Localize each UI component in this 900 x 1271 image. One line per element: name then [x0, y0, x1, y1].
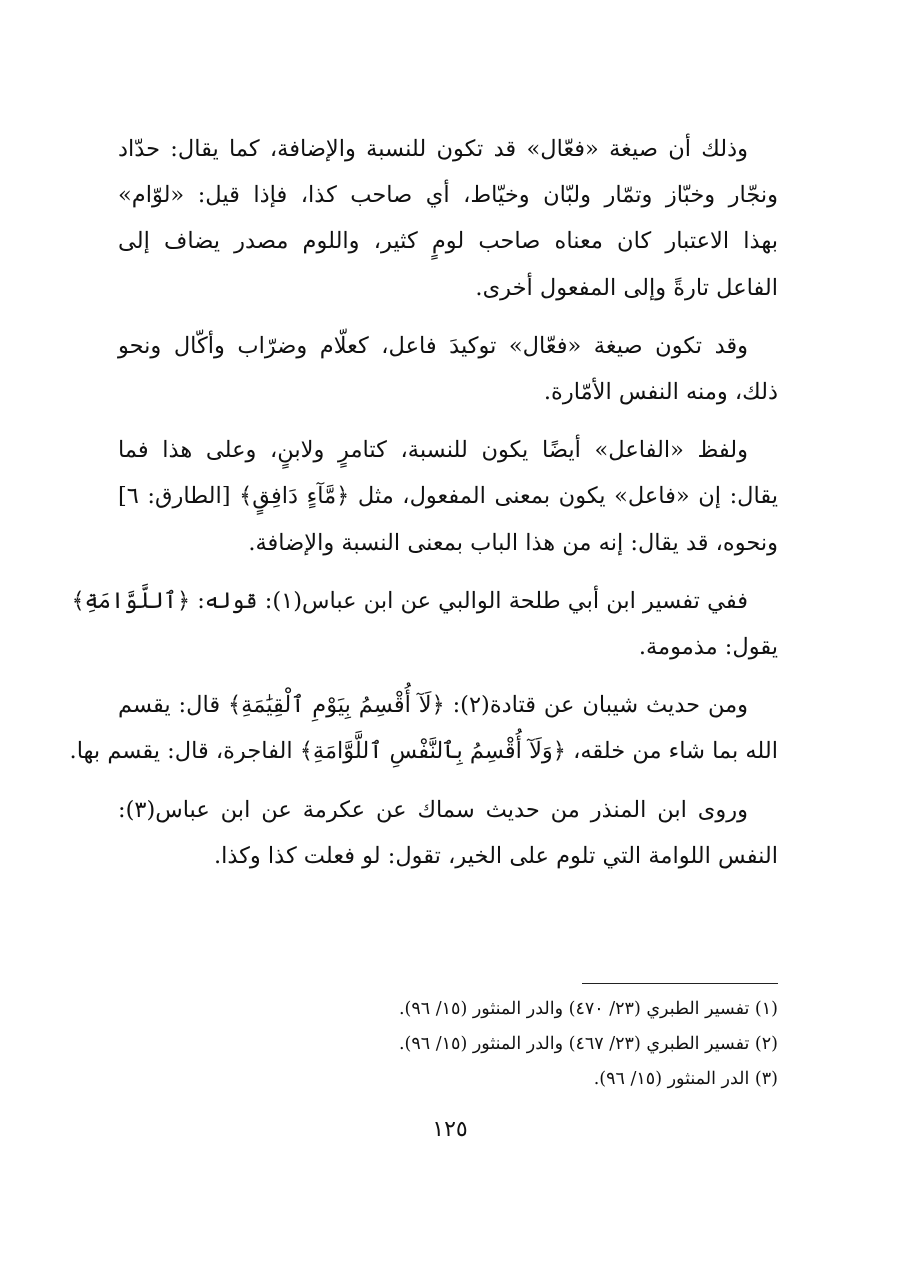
page-number: ١٢٥: [432, 1117, 468, 1142]
paragraph: [118, 427, 778, 566]
text-line: النفس اللوامة التي تلوم على الخير، تقول: لو فعلت كذا وكذا.: [213, 842, 778, 869]
paragraph: [118, 787, 778, 879]
text-line: ومن حديث شيبان عن قتادة(٢): ﴿لَآ أُقْسِمُ بِيَوْمِ ٱلْقِيَٰمَةِ﴾ قال: يقسم: [118, 692, 748, 719]
footnotes: [330, 992, 778, 1097]
text-line: الله بما شاء من خلقه، ﴿وَلَآ أُقْسِمُ بِٱلنَّفْسِ ٱللَّوَّامَةِ﴾ الفاجرة، قال: يقسم بها.: [69, 738, 778, 765]
footnote: (٢) تفسير الطبري (٢٣/ ٤٦٧) والدر المنثور (١٥/ ٩٦).: [398, 1034, 778, 1054]
footnote: (٣) الدر المنثور (١٥/ ٩٦).: [593, 1069, 778, 1089]
paragraph: [69, 682, 778, 774]
footnote-divider: [582, 983, 778, 984]
text-line: ففي تفسير ابن أبي طلحة الوالبي عن ابن عباس(١): قوله: ﴿ٱللَّوَّامَةِ﴾: [71, 587, 748, 614]
paragraph: [118, 126, 778, 311]
text-line: يقال: إن «فاعل» يكون بمعنى المفعول، مثل ﴿مَّآءٍ دَافِقٍ﴾ [الطارق: ٦]: [118, 483, 778, 510]
text-line: وذلك أن صيغة «فعّال» قد تكون للنسبة والإضافة، كما يقال: حدّاد: [118, 136, 748, 162]
text-line: بهذا الاعتبار كان معناه صاحب لومٍ كثير، واللوم مصدر يضاف إلى: [118, 228, 778, 255]
text-line: وروى ابن المنذر من حديث سماك عن عكرمة عن ابن عباس(٣):: [118, 796, 748, 823]
text-line: ولفظ «الفاعل» أيضًا يكون للنسبة، كتامرٍ ولابنٍ، وعلى هذا فما: [118, 437, 748, 464]
main-text: [69, 126, 778, 891]
text-line: وقد تكون صيغة «فعّال» توكيدَ فاعل، كعلّام وضرّاب وأكّال ونحو: [118, 332, 748, 359]
text-line: ونحوه، قد يقال: إنه من هذا الباب بمعنى النسبة والإضافة.: [248, 529, 778, 556]
text-line: ذلك، ومنه النفس الأمّارة.: [543, 379, 778, 406]
text-line: ونجّار وخبّاز وتمّار ولبّان وخيّاط، أي صاحب كذا، فإذا قيل: «لوّام»: [118, 182, 778, 209]
footnote: (١) تفسير الطبري (٢٣/ ٤٧٠) والدر المنثور (١٥/ ٩٦).: [398, 999, 778, 1019]
text-line: الفاعل تارةً وإلى المفعول أخرى.: [475, 274, 778, 301]
paragraph: [118, 323, 778, 415]
paragraph: [71, 578, 778, 670]
text-line: يقول: مذمومة.: [638, 634, 778, 661]
